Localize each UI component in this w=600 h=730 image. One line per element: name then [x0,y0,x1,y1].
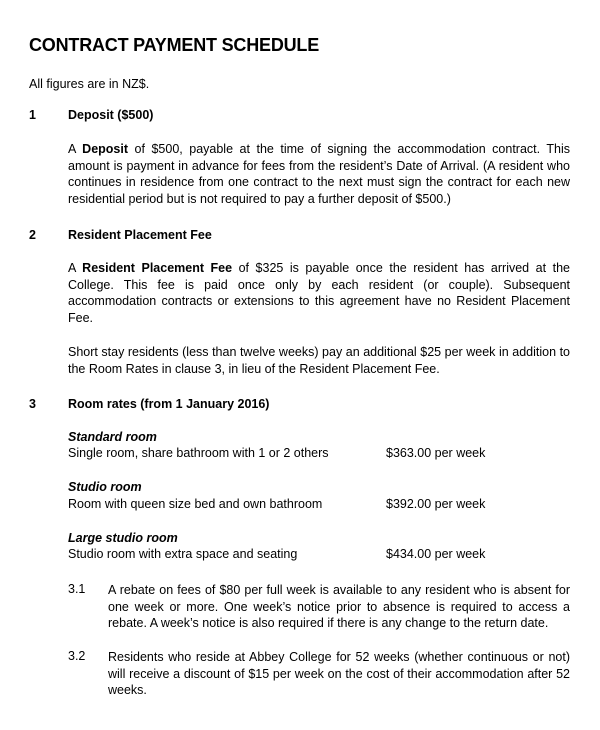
deposit-term: Deposit [82,142,129,156]
subclause-number: 3.2 [68,649,86,663]
section-number: 3 [29,397,36,411]
room-description: Room with queen size bed and own bathroom [68,497,323,511]
absence-rebate-clause: A rebate on fees of $80 per full week is available to any resident who is absent for one week or more. One week’s notice prior to absence is required to access a rebate. A week’s notice is also required if there is any change to the return date. [108,583,570,630]
placement-fee-paragraph: A Resident Placement Fee of $325 is payable once the resident has arrived at the College. This fee is paid once only by each resident (or couple). Subsequent accommodation contracts or extensions to this agreement have no Resident Placement Fee. [68,261,570,325]
room-name: Studio room [68,480,142,494]
room-description: Single room, share bathroom with 1 or 2 others [68,446,329,460]
room-description: Studio room with extra space and seating [68,547,298,561]
room-price: $434.00 per week [386,547,486,561]
document-title: CONTRACT PAYMENT SCHEDULE [29,35,320,55]
room-price: $363.00 per week [386,446,486,460]
subclause-number: 3.1 [68,582,86,596]
room-name: Large studio room [68,531,178,545]
room-price: $392.00 per week [386,497,486,511]
placement-fee-term: Resident Placement Fee [82,261,233,275]
short-stay-paragraph: Short stay residents (less than twelve weeks) pay an additional $25 per week in addition to the Room Rates in clause 3, in lieu of the Resident Placement Fee. [68,345,570,376]
section-heading-room-rates: Room rates (from 1 January 2016) [68,397,270,411]
section-heading-placement-fee: Resident Placement Fee [68,228,212,242]
room-name: Standard room [68,430,157,444]
section-number: 1 [29,108,36,122]
deposit-paragraph: A Deposit of $500, payable at the time of signing the accommodation contract. This amount is payment in advance for fees from the resident’s Date of Arrival. (A resident who continues in residence from one contract to the next must sign the contract for each new residential period but is not required to pay a further deposit of $500.) [68,142,571,206]
section-heading-deposit: Deposit ($500) [68,108,154,122]
section-number: 2 [29,228,36,242]
long-stay-discount-clause: Residents who reside at Abbey College for 52 weeks (whether continuous or not) will receive a discount of $15 per week on the cost of their accommodation after 52 weeks. [108,650,570,697]
currency-note: All figures are in NZ$. [29,77,150,91]
